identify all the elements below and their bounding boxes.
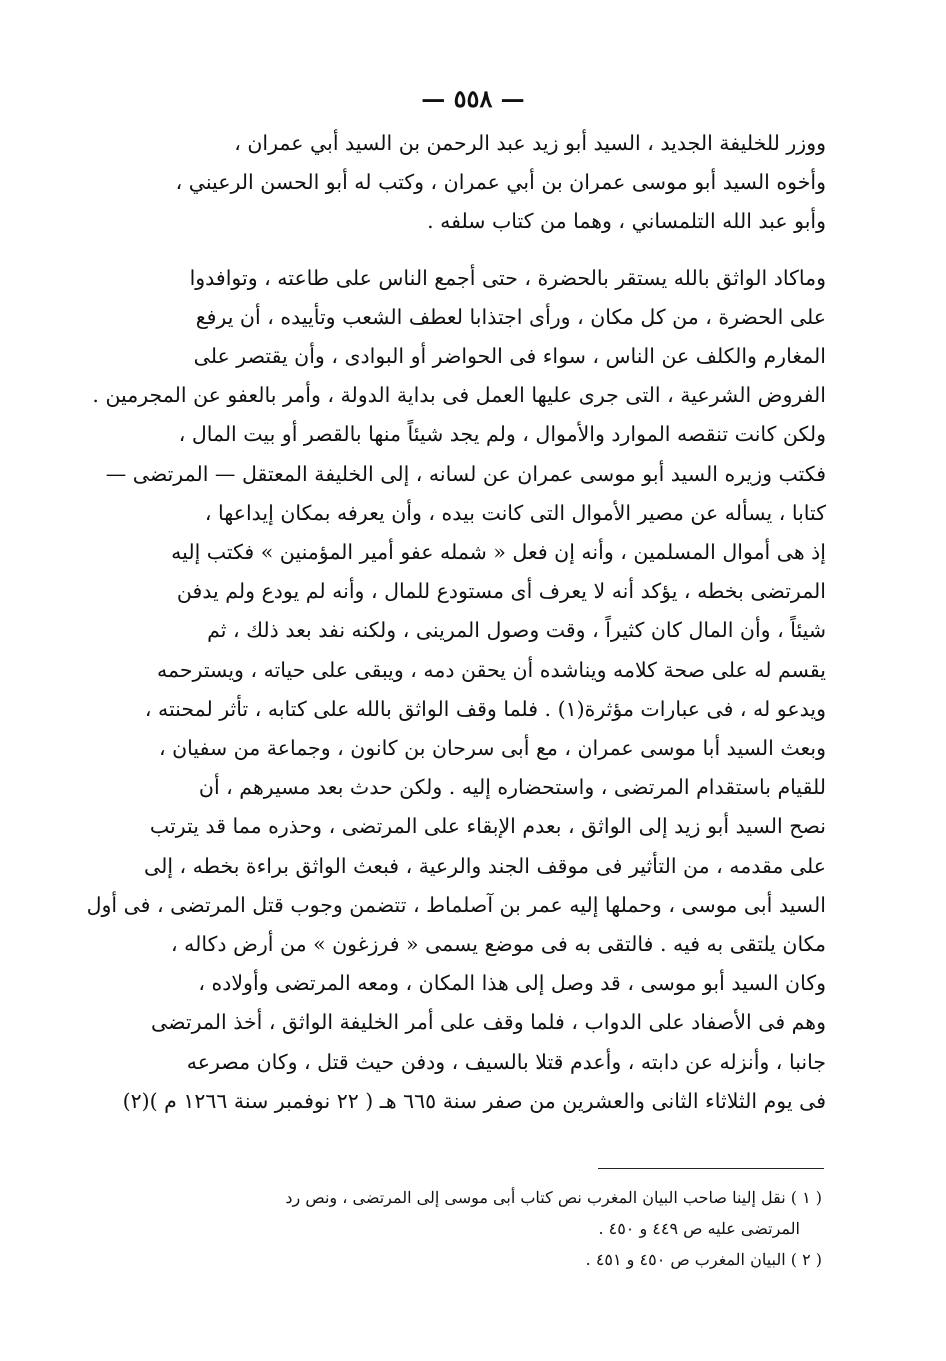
text-line: نصح السيد أبو زيد إلى الواثق ، بعدم الإبقاء على المرتضى ، وحذره مما قد يترتب [149, 814, 826, 839]
footnotes [130, 1182, 822, 1275]
text-line: الفروض الشرعية ، التى جرى عليها العمل فى بداية الدولة ، وأمر بالعفو عن المجرمين . [92, 383, 826, 408]
text-line: جانبا ، وأنزله عن دابته ، وأعدم قتلا بالسيف ، ودفن حيث قتل ، وكان مصرعه [186, 1049, 826, 1074]
main-text [86, 124, 826, 1121]
text-line: وأخوه السيد أبو موسى عمران بن أبي عمران ، وكتب له أبو الحسن الرعيني ، [175, 170, 826, 195]
text-line: وكان السيد أبو موسى ، قد وصل إلى هذا المكان ، ومعه المرتضى وأولاده ، [198, 971, 826, 996]
text-line: فكتب وزيره السيد أبو موسى عمران عن لسانه ، إلى الخليفة المعتقل — المرتضى — [105, 461, 826, 486]
text-line: على مقدمه ، من التأثير فى موقف الجند والرعية ، فبعث الواثق براءة بخطه ، إلى [143, 853, 826, 878]
text-line: وهم فى الأصفاد على الدواب ، فلما وقف على أمر الخليفة الواثق ، أخذ المرتضى [151, 1010, 826, 1035]
text-line: وأبو عبد الله التلمساني ، وهما من كتاب سلفه . [427, 209, 826, 234]
text-line: وبعث السيد أبا موسى عمران ، مع أبى سرحان بن كانون ، وجماعة من سفيان ، [158, 736, 826, 761]
text-line: يقسم له على صحة كلامه ويناشده أن يحقن دمه ، ويبقى على حياته ، ويسترحمه [157, 657, 826, 682]
footnote-divider [598, 1168, 824, 1169]
footnote-1-continued: المرتضى عليه ص ٤٤٩ و ٤٥٠ . [598, 1219, 800, 1238]
text-line: المغارم والكلف عن الناس ، سواء فى الحواضر أو البوادى ، وأن يقتصر على [193, 344, 826, 369]
text-line: المرتضى بخطه ، يؤكد أنه لا يعرف أى مستودع للمال ، وأنه لم يودع ولم يدفن [176, 579, 826, 604]
paragraph-spacer [130, 242, 826, 259]
text-line: ويدعو له ، فى عبارات مؤثرة(١) . فلما وقف الواثق بالله على كتابه ، تأثر لمحنته ، [144, 696, 826, 721]
footnote-2: ( ٢ ) البيان المغرب ص ٤٥٠ و ٤٥١ . [585, 1250, 822, 1269]
text-line: للقيام باستقدام المرتضى ، واستحضاره إليه . ولكن حدث بعد مسيرهم ، أن [198, 775, 826, 800]
text-line: ولكن كانت تنقصه الموارد والأموال ، ولم يجد شيئاً منها بالقصر أو بيت المال ، [178, 422, 826, 447]
text-line: إذ هى أموال المسلمين ، وأنه إن فعل « شمله عفو أمير المؤمنين » فكتب إليه [171, 540, 826, 565]
text-line: مكان يلتقى به فيه . فالتقى به فى موضع يسمى « فرزغون » من أرض دكاله ، [171, 932, 826, 957]
footnote-1: ( ١ ) نقل إلينا صاحب البيان المغرب نص كتاب أبى موسى إلى المرتضى ، ونص رد [285, 1188, 822, 1207]
text-line: ووزر للخليفة الجديد ، السيد أبو زيد عبد الرحمن بن السيد أبي عمران ، [234, 131, 826, 155]
text-line: وماكاد الواثق بالله يستقر بالحضرة ، حتى أجمع الناس على طاعته ، وتوافدوا [189, 265, 826, 290]
page-number: — ٥٥٨ — [421, 84, 525, 113]
text-line: شيئاً ، وأن المال كان كثيراً ، وقت وصول المرينى ، ولكنه نفد بعد ذلك ، ثم [207, 618, 826, 643]
text-line: فى يوم الثلاثاء الثانى والعشرين من صفر سنة ٦٦٥ هـ ( ٢٢ نوفمبر سنة ١٢٦٦ م )(٢) [122, 1088, 826, 1113]
text-line: السيد أبى موسى ، وحملها إليه عمر بن آصلماط ، تتضمن وجوب قتل المرتضى ، فى أول [86, 892, 826, 917]
text-line: على الحضرة ، من كل مكان ، ورأى اجتذابا لعطف الشعب وتأييده ، أن يرفع [195, 304, 826, 329]
text-line: كتابا ، يسأله عن مصير الأموال التى كانت بيده ، وأن يعرفه بمكان إيداعها ، [204, 500, 826, 525]
